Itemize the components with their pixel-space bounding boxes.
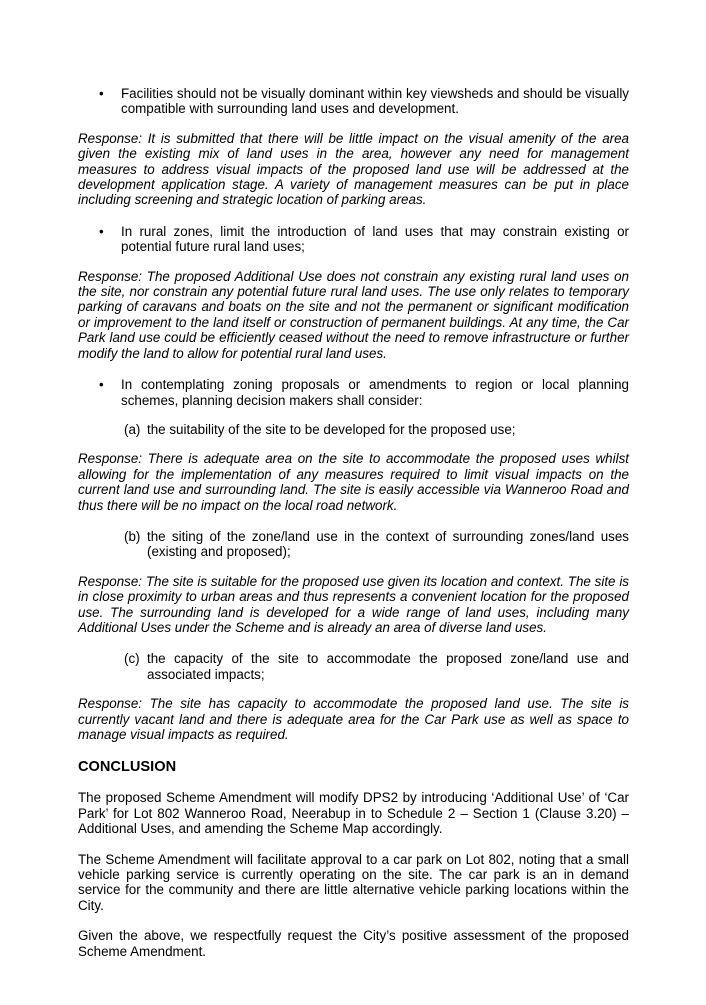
response-rural-land-uses: Response: The proposed Additional Use does not constrain any existing rural land uses on the site, nor constrain any potential future rural land uses. The use only relates to temporary parking of caravans and boats on the site and not the permanent or significant modification or improvement to the land itself or construction of permanent buildings. At any time, the Car Park land use could be efficiently ceased without the need to remove infrastructure or further modify the land to allow for potential rural land uses. <box>78 268 629 361</box>
sub-item-label: (a) <box>124 421 141 437</box>
sub-item-label: (b) <box>124 528 141 544</box>
section-heading-conclusion: CONCLUSION <box>78 759 177 776</box>
sub-item-text: the siting of the zone/land use in the context of surrounding zones/land uses (existing and proposed); <box>147 528 629 560</box>
bullet-icon: • <box>99 377 104 393</box>
sub-item-label: (c) <box>124 651 140 667</box>
conclusion-paragraph-3: Given the above, we respectfully request the City’s positive assessment of the proposed Scheme Amendment. <box>78 928 629 959</box>
response-capacity: Response: The site has capacity to accommodate the proposed land use. The site is currently vacant land and there is adequate area for the Car Park use as well as space to manage visual impacts as required. <box>78 696 629 742</box>
bullet-icon: • <box>99 86 104 101</box>
bullet-text: In rural zones, limit the introduction of land uses that may constrain existing or potential future rural land uses; <box>121 223 629 255</box>
document-page <box>78 86 629 974</box>
sub-item-a <box>78 422 629 437</box>
bullet-item-zoning-proposals <box>78 377 629 408</box>
conclusion-paragraph-1: The proposed Scheme Amendment will modify DPS2 by introducing ‘Additional Use’ of ‘Car Park’ for Lot 802 Wanneroo Road, Neerabup in to Schedule 2 – Section 1 (Clause 3.20) – Additional Uses, and amending the Scheme Map accordingly. <box>78 790 629 837</box>
response-suitability: Response: There is adequate area on the site to accommodate the proposed uses whilst allowing for the implementation of any measures required to limit visual impacts on the current land use and surrounding land. The site is easily accessible via Wanneroo Road and thus there will be no impact on the local road network. <box>78 451 629 513</box>
bullet-item-visual-dominance <box>78 86 629 117</box>
conclusion-paragraph-2: The Scheme Amendment will facilitate approval to a car park on Lot 802, noting that a small vehicle parking service is currently operating on the site. The car park is an in demand service for the community and there are little alternative vehicle parking locations within the City. <box>78 851 629 913</box>
bullet-text: Facilities should not be visually dominant within key viewsheds and should be visually compatible with surrounding land uses and development. <box>121 86 629 117</box>
response-visual-amenity: Response: It is submitted that there will be little impact on the visual amenity of the area given the existing mix of land uses in the area, however any need for management measures to address visual impacts of the proposed land use will be addressed at the development application stage. A variety of management measures can be put in place including screening and strategic location of parking areas. <box>78 130 629 208</box>
bullet-icon: • <box>99 223 104 239</box>
sub-item-b <box>78 529 629 560</box>
sub-item-text: the suitability of the site to be developed for the proposed use; <box>147 421 516 437</box>
bullet-item-rural-zones <box>78 224 629 255</box>
sub-item-text: the capacity of the site to accommodate the proposed zone/land use and associated impacts; <box>147 651 629 682</box>
bullet-text: In contemplating zoning proposals or amendments to region or local planning schemes, planning decision makers shall consider: <box>121 377 629 408</box>
sub-item-c <box>78 651 629 682</box>
response-siting: Response: The site is suitable for the proposed use given its location and context. The site is in close proximity to urban areas and thus represents a convenient location for the proposed use. The surrounding land is developed for a wide range of land uses, including many Additional Uses under the Scheme and is already an area of diverse land uses. <box>78 573 629 635</box>
